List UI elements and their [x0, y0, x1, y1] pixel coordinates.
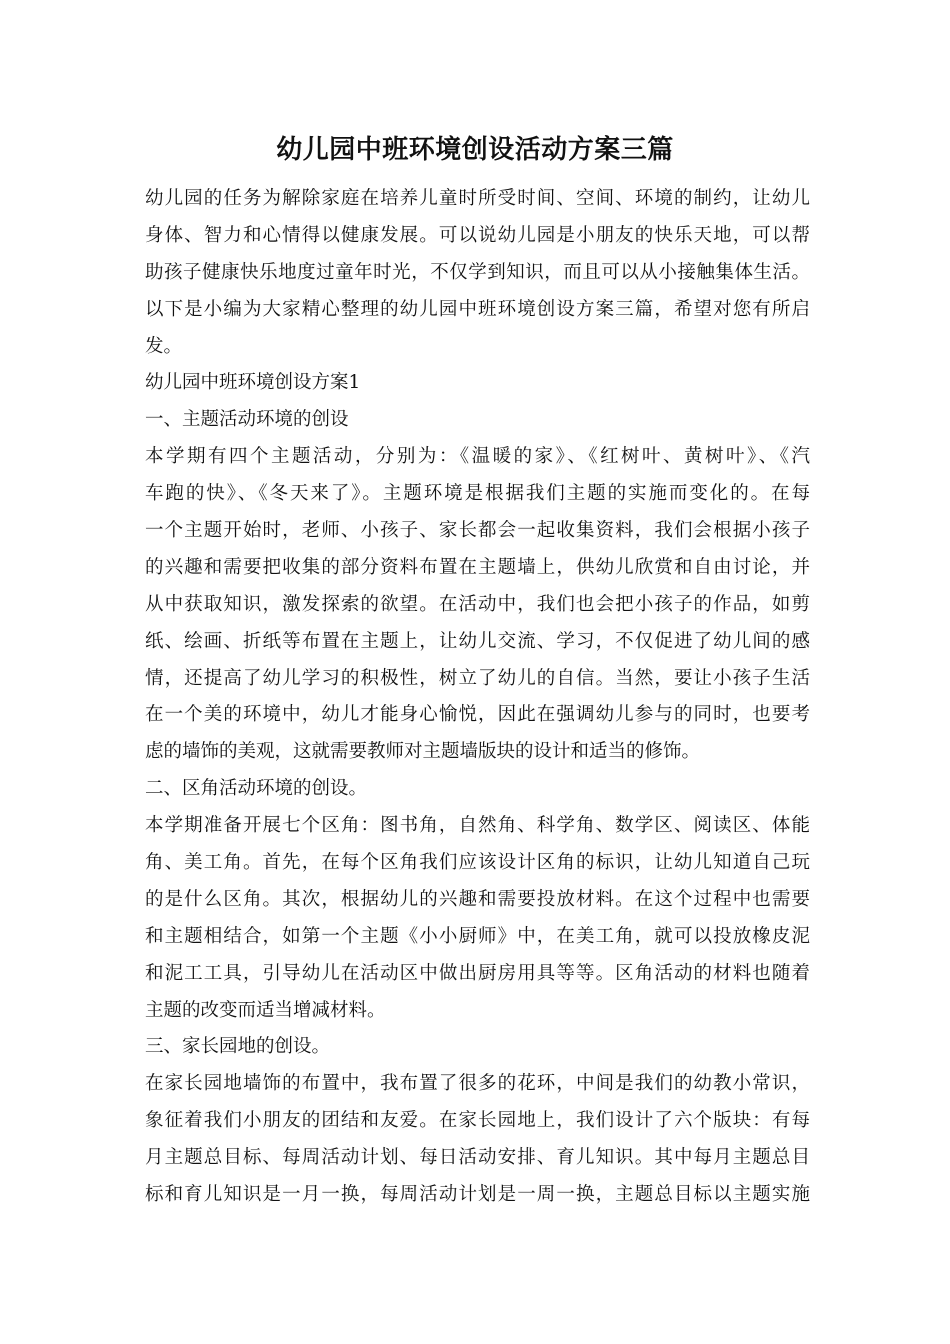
text-line: 虑的墙饰的美观，这就需要教师对主题墙版块的设计和适当的修饰。 [145, 741, 701, 763]
text-line: 身体、智力和心情得以健康发展。可以说幼儿园是小朋友的快乐天地，可以帮 [145, 224, 810, 246]
text-line: 车跑的快》、《冬天来了》。主题环境是根据我们主题的实施而变化的。在每 [145, 483, 810, 505]
text-line: 三、家长园地的创设。 [145, 1036, 331, 1058]
text-line: 月主题总目标、每周活动计划、每日活动安排、育儿知识。其中每月主题总目 [145, 1147, 810, 1169]
text-line: 一个主题开始时，老师、小孩子、家长都会一起收集资料，我们会根据小孩子 [145, 520, 810, 542]
text-line: 发。 [145, 335, 183, 357]
text-line: 幼儿园的任务为解除家庭在培养儿童时所受时间、空间、环境的制约，让幼儿 [145, 188, 810, 209]
text-line: 在一个美的环境中，幼儿才能身心愉悦，因此在强调幼儿参与的同时，也要考 [145, 704, 810, 726]
text-line: 在家长园地墙饰的布置中，我布置了很多的花环，中间是我们的幼教小常识， [145, 1073, 810, 1095]
document-body [145, 181, 810, 1214]
text-line: 角、美工角。首先，在每个区角我们应该设计区角的标识，让幼儿知道自己玩 [145, 852, 810, 874]
text-line: 象征着我们小朋友的团结和友爱。在家长园地上，我们设计了六个版块：有每 [145, 1110, 810, 1132]
text-line: 一、主题活动环境的创设 [145, 409, 349, 431]
text-line: 的是什么区角。其次，根据幼儿的兴趣和需要投放材料。在这个过程中也需要 [145, 888, 810, 910]
text-line: 从中获取知识，激发探索的欲望。在活动中，我们也会把小孩子的作品，如剪 [145, 593, 810, 615]
text-line: 本学期准备开展七个区角：图书角，自然角、科学角、数学区、阅读区、体能 [145, 815, 810, 837]
text-line: 标和育儿知识是一月一换，每周活动计划是一周一换，主题总目标以主题实施 [145, 1184, 810, 1206]
text-line: 的兴趣和需要把收集的部分资料布置在主题墙上，供幼儿欣赏和自由讨论，并 [145, 556, 810, 578]
text-line: 和主题相结合，如第一个主题《小小厨师》中，在美工角，就可以投放橡皮泥 [145, 925, 810, 947]
text-line: 主题的改变而适当增减材料。 [145, 999, 386, 1021]
text-line: 和泥工工具，引导幼儿在活动区中做出厨房用具等等。区角活动的材料也随着 [145, 962, 810, 984]
text-line: 情，还提高了幼儿学习的积极性，树立了幼儿的自信。当然，要让小孩子生活 [145, 667, 810, 689]
text-line: 幼儿园中班环境创设方案1 [145, 372, 361, 394]
text-line: 纸、绘画、折纸等布置在主题上，让幼儿交流、学习，不仅促进了幼儿间的感 [145, 630, 810, 652]
text-line: 以下是小编为大家精心整理的幼儿园中班环境创设方案三篇，希望对您有所启 [145, 298, 810, 320]
text-line: 本学期有四个主题活动，分别为：《温暖的家》、《红树叶、黄树叶》、《汽 [145, 446, 810, 468]
text-line: 助孩子健康快乐地度过童年时光，不仅学到知识，而且可以从小接触集体生活。 [145, 261, 810, 283]
text-line: 二、区角活动环境的创设。 [145, 778, 368, 800]
document-title: 幼儿园中班环境创设活动方案三篇 [276, 135, 674, 165]
